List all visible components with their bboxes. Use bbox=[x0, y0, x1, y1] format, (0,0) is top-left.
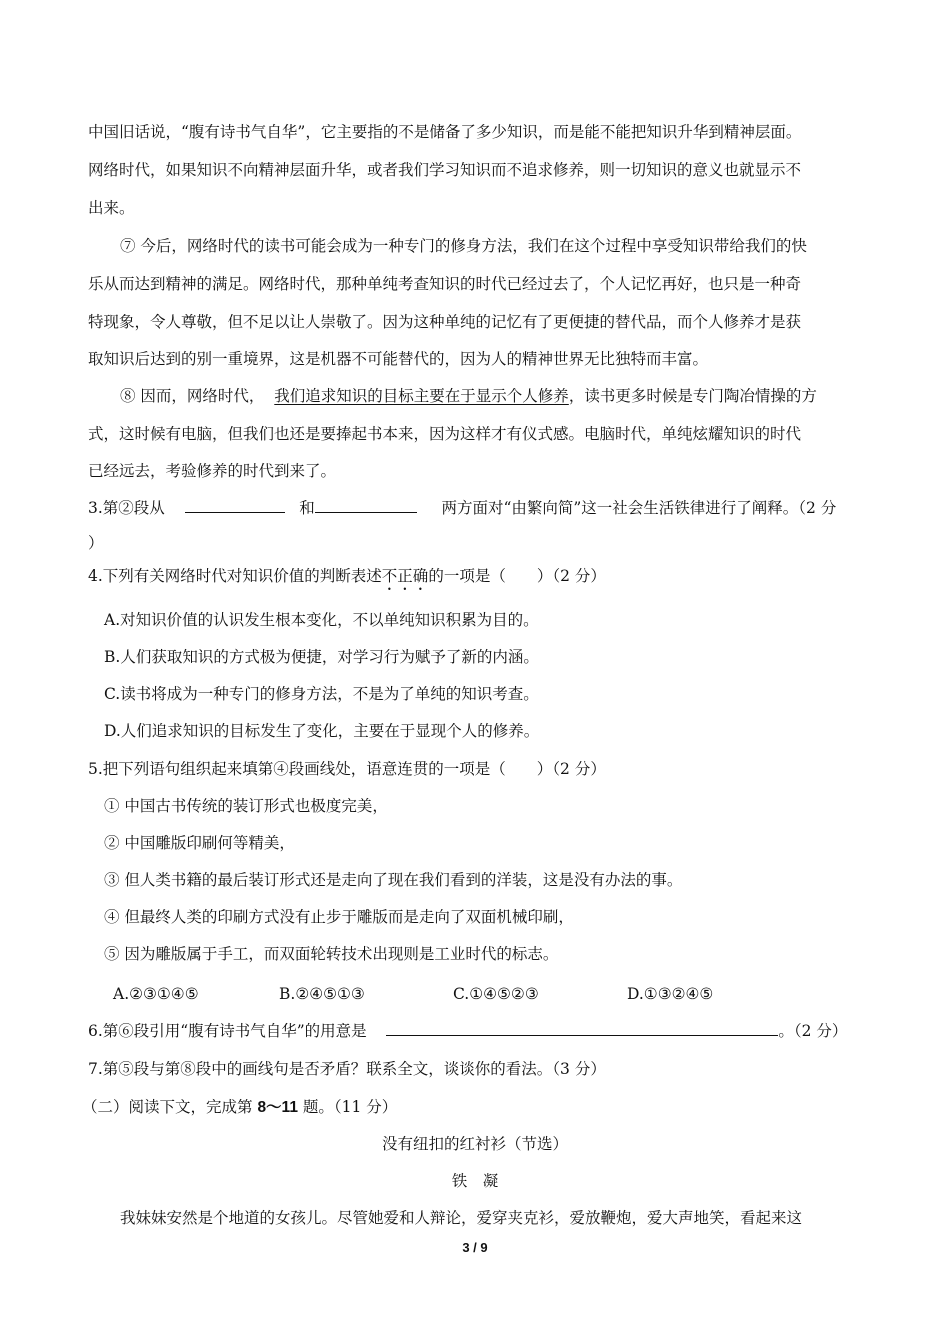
para7-line-2: 乐从而达到精神的满足。网络时代，那种单纯考查知识的时代已经过去了，个人记忆再好，也只是一种奇 bbox=[88, 275, 802, 293]
para8-rest: ，读书更多时候是专门陶冶情操的方 bbox=[568, 387, 817, 405]
section2-post: 题。（11 分） bbox=[297, 1098, 398, 1116]
para8-underlined-sentence: 我们追求知识的目标主要在于显示个人修养 bbox=[274, 387, 569, 405]
para8-lead: ⑧ 因而，网络时代， bbox=[120, 387, 265, 405]
q3-blank-2[interactable] bbox=[315, 498, 417, 513]
q3-part-b: 和 bbox=[299, 499, 315, 517]
q5-choice-a: A.②③①④⑤ bbox=[113, 985, 199, 1003]
q6-stem: 6.第⑥段引用“腹有诗书气自华”的用意是 bbox=[88, 1022, 367, 1040]
para8-line-2: 式，这时候有电脑，但我们也还是要捧起书本来，因为这样才有仪式感。电脑时代，单纯炫耀知识的时代 bbox=[88, 425, 802, 443]
para6-line-3: 出来。 bbox=[88, 199, 135, 217]
question-7: 7.第⑤段与第⑧段中的画线句是否矛盾？联系全文，谈谈你的看法。（3 分） bbox=[88, 1060, 606, 1078]
q5-choice-c: C.①④⑤②③ bbox=[453, 985, 539, 1003]
para6-line-1: 中国旧话说，“腹有诗书气自华”，它主要指的不是储备了多少知识，而是能不能把知识升华到精神层面。 bbox=[88, 123, 802, 141]
q6-tail: 。（2 分） bbox=[778, 1022, 848, 1040]
section2-range: 8～11 bbox=[257, 1099, 298, 1116]
question-3 bbox=[88, 498, 836, 518]
section2-pre: （二）阅读下文，完成第 bbox=[82, 1098, 258, 1116]
q4-emphasis: 不正确 bbox=[381, 567, 429, 585]
q3-part-c: 两方面对“由繁向简”这一社会生活铁律进行了阐释。（2 分 bbox=[441, 499, 837, 517]
q5-sentence-4: ④ 但最终人类的印刷方式没有止步于雕版而是走向了双面机械印刷， bbox=[104, 908, 574, 926]
page-number: 3 / 9 bbox=[462, 1240, 488, 1255]
story-author: 铁 凝 bbox=[451, 1172, 499, 1190]
q5-sentence-2: ② 中国雕版印刷何等精美， bbox=[104, 834, 295, 852]
q4-option-a: A.对知识价值的认识发生根本变化，不以单纯知识积累为目的。 bbox=[104, 611, 539, 629]
section-2-heading bbox=[82, 1097, 397, 1118]
q4-stem-pre: 4.下列有关网络时代对知识价值的判断表述 bbox=[88, 567, 382, 585]
para7-line-4: 取知识后达到的别一重境界，这是机器不可能替代的，因为人的精神世界无比独特而丰富。 bbox=[88, 350, 709, 368]
para6-line-2: 网络时代，如果知识不向精神层面升华，或者我们学习知识而不追求修养，则一切知识的意义也就显示不 bbox=[88, 161, 802, 179]
story-title: 没有纽扣的红衬衫（节选） bbox=[381, 1135, 568, 1153]
para8-line-3: 已经远去，考验修养的时代到来了。 bbox=[88, 462, 337, 480]
question-4 bbox=[88, 566, 606, 594]
para7-line-3: 特现象，令人尊敬，但不足以让人崇敬了。因为这种单纯的记忆有了更便捷的替代品，而个人修养才是获 bbox=[88, 313, 802, 331]
q4-option-d: D.人们追求知识的目标发生了变化，主要在于显现个人的修养。 bbox=[104, 722, 540, 740]
question-5: 5.把下列语句组织起来填第④段画线处，语意连贯的一项是（ ）（2 分） bbox=[88, 760, 606, 778]
story-first-line: 我妹妹安然是个地道的女孩儿。尽管她爱和人辩论，爱穿夹克衫，爱放鞭炮，爱大声地笑，看起来这 bbox=[120, 1209, 803, 1227]
q4-option-b: B.人们获取知识的方式极为便捷，对学习行为赋予了新的内涵。 bbox=[104, 648, 539, 666]
q3-blank-1[interactable] bbox=[185, 498, 285, 513]
q5-choice-d: D.①③②④⑤ bbox=[627, 985, 714, 1003]
q5-sentence-3: ③ 但人类书籍的最后装订形式还是走向了现在我们看到的洋装，这是没有办法的事。 bbox=[104, 871, 683, 889]
q4-stem-post: 的一项是（ ）（2 分） bbox=[428, 567, 606, 585]
q5-choices bbox=[0, 984, 950, 1006]
q3-part-a: 3.第②段从 bbox=[88, 499, 165, 517]
q5-sentence-1: ① 中国古书传统的装订形式也极度完美， bbox=[104, 797, 388, 815]
para7-line-1: ⑦ 今后，网络时代的读书可能会成为一种专门的修身方法，我们在这个过程中享受知识带给我们的快 bbox=[120, 237, 807, 255]
para8-line-1 bbox=[120, 386, 817, 406]
q6-answer-blank[interactable] bbox=[386, 1021, 778, 1036]
q4-option-c: C.读书将成为一种专门的修身方法，不是为了单纯的知识考查。 bbox=[104, 685, 539, 703]
q5-choice-b: B.②④⑤①③ bbox=[279, 985, 365, 1003]
question-6 bbox=[88, 1021, 847, 1041]
q3-closing: ） bbox=[88, 534, 104, 552]
q5-sentence-5: ⑤ 因为雕版属于手工，而双面轮转技术出现则是工业时代的标志。 bbox=[104, 945, 559, 963]
